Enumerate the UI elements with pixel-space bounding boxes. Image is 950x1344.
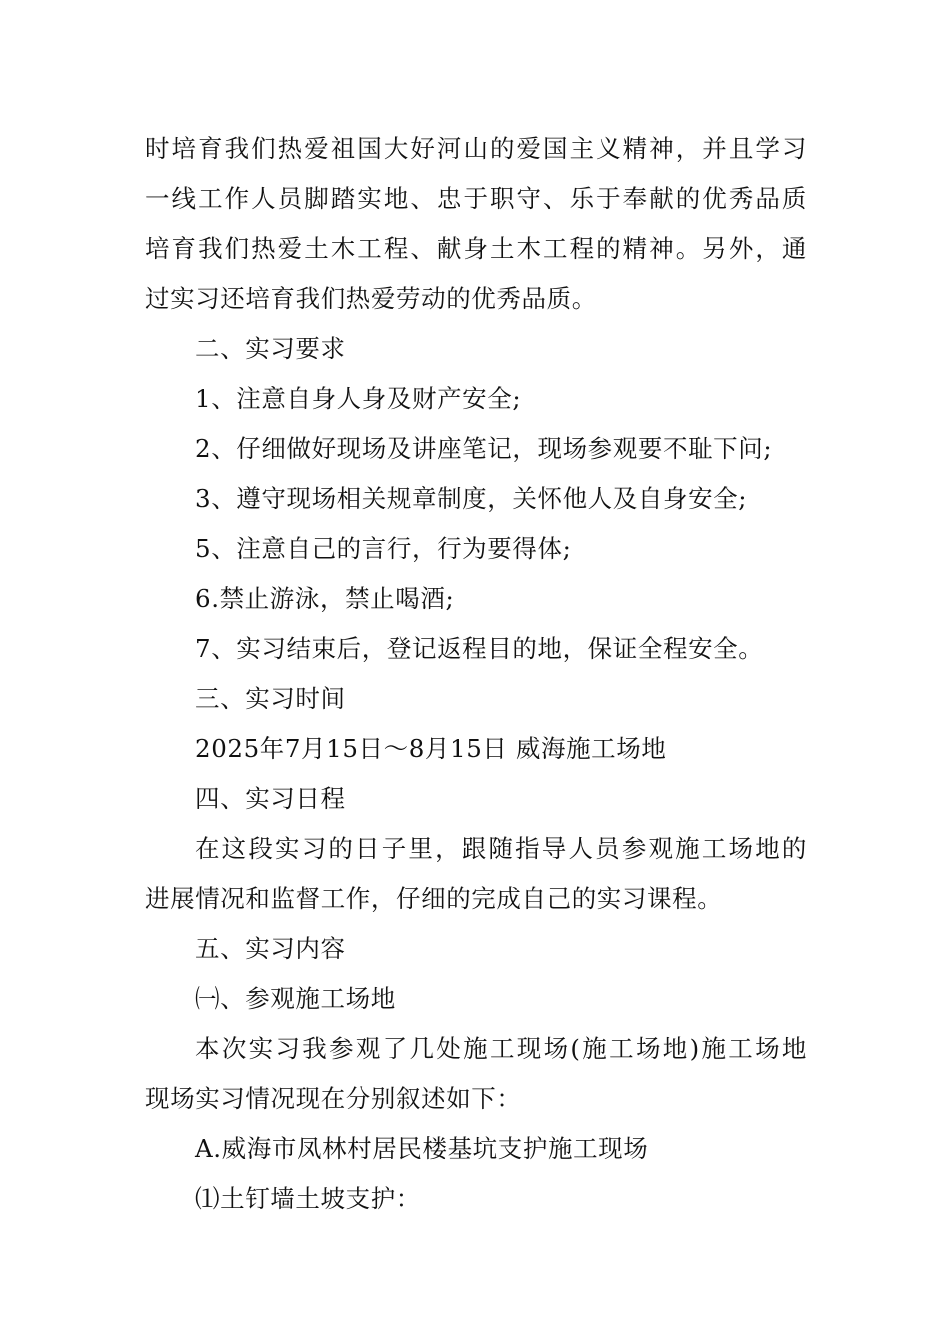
paragraph-line: 时培育我们热爱祖国大好河山的爱国主义精神，并且学习 — [145, 134, 807, 163]
list-item: 5、注意自己的言行，行为要得体; — [195, 534, 572, 563]
paragraph-line: 培育我们热爱土木工程、献身土木工程的精神。另外，通 — [145, 234, 807, 263]
section-heading: 四、实习日程 — [195, 784, 346, 813]
list-item: 6.禁止游泳，禁止喝酒; — [195, 584, 455, 613]
section-heading: 三、实习时间 — [195, 684, 346, 713]
section-heading: 二、实习要求 — [195, 334, 346, 363]
paragraph-line: 一线工作人员脚踏实地、忠于职守、乐于奉献的优秀品质 — [145, 184, 807, 213]
paragraph-line: 现场实习情况现在分别叙述如下： — [145, 1084, 522, 1113]
section-heading: 五、实习内容 — [195, 934, 346, 963]
list-item: 2、仔细做好现场及讲座笔记，现场参观要不耻下问; — [195, 434, 773, 463]
list-item: 7、实习结束后，登记返程目的地，保证全程安全。 — [195, 634, 764, 663]
paragraph-line: 进展情况和监督工作，仔细的完成自己的实习课程。 — [145, 884, 723, 913]
document-body — [145, 124, 807, 1224]
paragraph-line: 过实习还培育我们热爱劳动的优秀品质。 — [145, 284, 597, 313]
paragraph-line: 本次实习我参观了几处施工现场(施工场地)施工场地 — [195, 1034, 807, 1063]
subsection-heading: ㈠、参观施工场地 — [195, 984, 396, 1013]
list-item: 3、遵守现场相关规章制度，关怀他人及自身安全; — [195, 484, 748, 513]
subsection-heading: A.威海市凤林村居民楼基坑支护施工现场 — [195, 1134, 649, 1163]
paragraph-line: 在这段实习的日子里，跟随指导人员参观施工场地的 — [195, 834, 807, 863]
subsection-heading: ⑴土钉墙土坡支护： — [195, 1184, 421, 1213]
date-line: 2025年7月15日～8月15日 威海施工场地 — [195, 734, 667, 763]
list-item: 1、注意自身人身及财产安全; — [195, 384, 522, 413]
